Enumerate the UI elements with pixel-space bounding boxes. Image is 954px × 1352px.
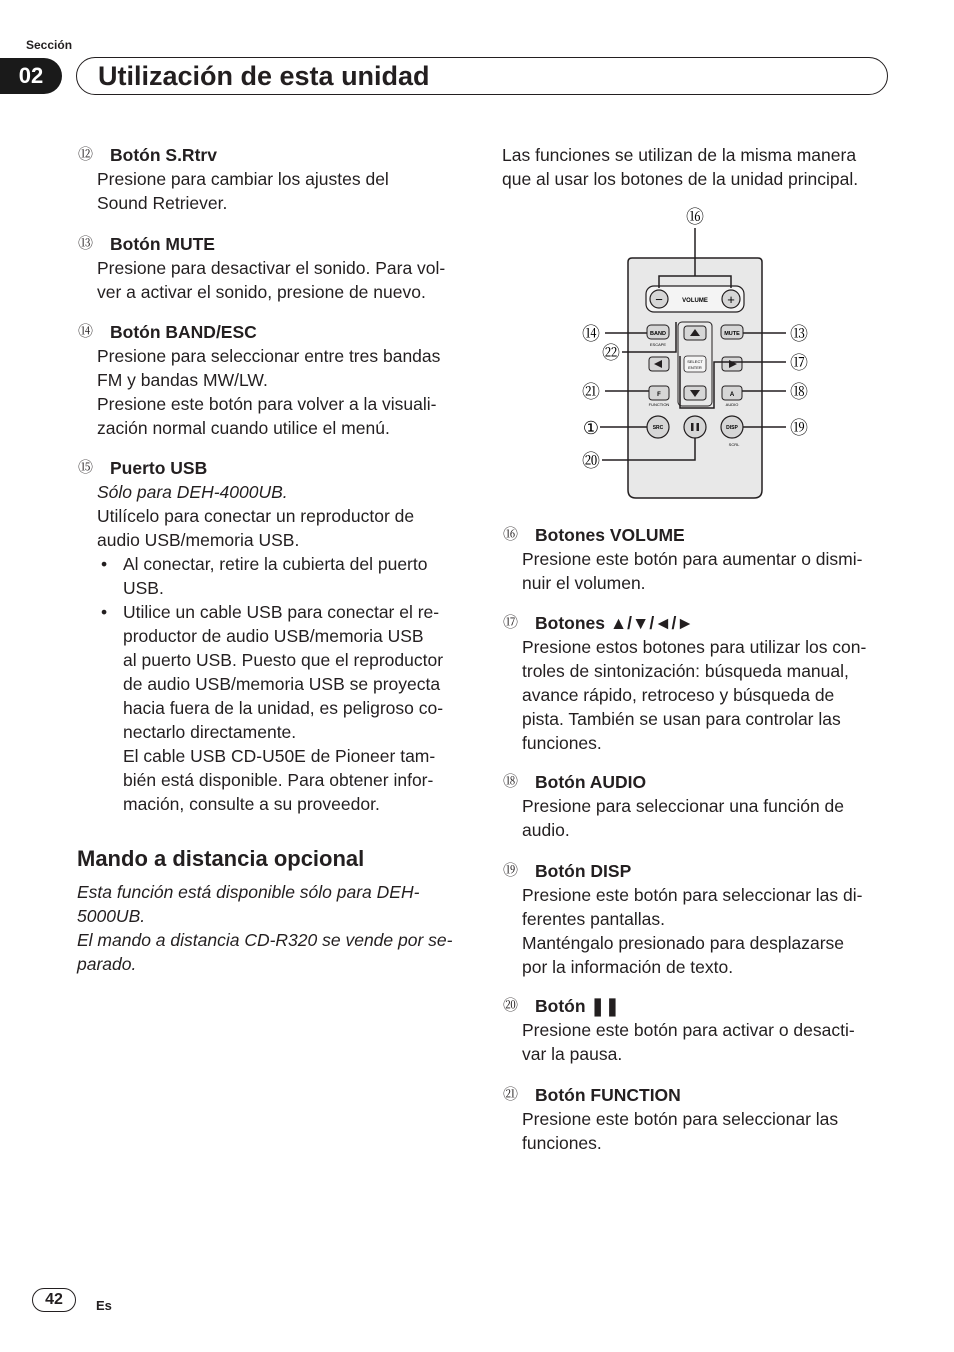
body-line: USB. [123,578,164,598]
item-number: ㉑ [503,1086,519,1103]
body-line: zación normal cuando utilice el menú. [97,418,390,438]
item-body [97,480,469,816]
item-body [522,883,894,979]
model-note: Sólo para DEH-4000UB. [97,482,288,502]
body-line: productor de audio USB/memoria USB [123,626,424,646]
callout-number: ㉒ [602,343,620,363]
src-label: SRC [652,425,664,431]
scrl-label: SCRL [728,442,740,447]
item-number: ⑯ [503,526,519,543]
body-line: Presione para seleccionar una función de [522,796,845,816]
body-line: avance rápido, retroceso y búsqueda de [522,685,835,705]
item-number: ⑬ [78,235,94,252]
body-line: El cable USB CD-U50E de Pioneer tam- [123,746,436,766]
item-body [522,1107,894,1155]
body-line: Sound Retriever. [97,193,228,213]
select-label: SELECT [687,359,703,364]
body-line: funciones. [522,1133,602,1153]
page-number: 42 [32,1288,76,1312]
body-line: Manténgalo presionado para desplazarse [522,933,845,953]
item-heading: Botón BAND/ESC [110,322,257,342]
item-heading: Botón MUTE [110,234,215,254]
item-heading: Puerto USB [110,458,208,478]
body-line: • Utilice un cable USB para conectar el re- [123,602,440,622]
note-line: 5000UB. [77,906,146,926]
item-heading: Botón FUNCTION [535,1085,681,1105]
intro-line: que al usar los botones de la unidad principal. [502,169,859,189]
item-body [97,256,469,304]
bullet-item [97,552,469,600]
body-line: pista. También se usan para controlar las [522,709,841,729]
body-line: por la información de texto. [522,957,734,977]
item-body [522,635,894,755]
item-number: ⑱ [503,773,519,790]
body-line: Presione para desactivar el sonido. Para vol- [97,258,446,278]
section-note [77,880,467,976]
callout-number: ⑯ [686,207,704,227]
note-line: El mando a distancia CD-R320 se vende por se- [77,930,453,950]
item-number: ⑲ [503,862,519,879]
body-line: al puerto USB. Puesto que el reproductor [123,650,444,670]
pause-icon [697,423,700,431]
body-line: bién está disponible. Para obtener infor- [123,770,434,790]
escape-label: ESCAPE [649,342,667,347]
f-label: F [657,392,661,398]
body-line: ver a activar el sonido, presione de nuevo. [97,282,426,302]
page-title: Utilización de esta unidad [98,61,430,91]
callout-number: ㉑ [582,382,600,402]
body-line: Presione para cambiar los ajustes del [97,169,389,189]
band-label: BAND [650,331,666,337]
intro-text [502,143,892,191]
item-number: ⑳ [503,997,519,1014]
body-line: audio USB/memoria USB. [97,530,300,550]
body-line: ferentes pantallas. [522,909,666,929]
plus-glyph: + [727,292,735,307]
body-line: var la pausa. [522,1044,623,1064]
callout-number: ⑬ [790,324,808,344]
a-label: A [729,392,735,398]
item-heading: Botón AUDIO [535,772,647,792]
body-line: FM y bandas MW/LW. [97,370,268,390]
callout-number: ⑱ [790,382,808,402]
callout-number: ⑲ [790,418,808,438]
body-line: Presione para seleccionar entre tres bandas [97,346,441,366]
body-line: mación, consulte a su proveedor. [123,794,380,814]
audio-label: AUDIO [725,402,739,407]
body-line: Presione este botón para seleccionar las di- [522,885,863,905]
body-line: nectarlo directamente. [123,722,297,742]
section-number-badge: 02 [0,58,62,94]
item-number: ⑮ [78,459,94,476]
disp-label: DISP [726,425,738,431]
intro-line: Las funciones se utilizan de la misma manera [502,145,857,165]
minus-glyph: − [655,292,663,307]
item-body [522,547,894,595]
section-heading: Mando a distancia opcional [77,846,365,871]
volume-label: VOLUME [682,298,708,304]
pause-button [684,416,706,438]
remote-control-diagram [570,200,820,510]
body-line: funciones. [522,733,602,753]
body-line: audio. [522,820,570,840]
body-line: troles de sintonización: búsqueda manual, [522,661,849,681]
body-line: Presione este botón para aumentar o dismi- [522,549,863,569]
item-body [97,344,469,440]
body-line: hacia fuera de la unidad, es peligroso co- [123,698,444,718]
item-body [522,794,894,842]
body-line: Presione este botón para seleccionar las [522,1109,839,1129]
mute-label: MUTE [724,331,740,337]
item-number: ⑭ [78,323,94,340]
body-line: Utilícelo para conectar un reproductor de [97,506,415,526]
item-number: ⑫ [78,146,94,163]
body-line: Presione este botón para activar o desacti- [522,1020,855,1040]
body-line: de audio USB/memoria USB se proyecta [123,674,441,694]
enter-label: ENTER [688,365,702,370]
item-heading: Botón ❚❚ [535,996,620,1016]
item-heading: Botones ▲/▼/◄/► [535,613,694,633]
note-line: Esta función está disponible sólo para DEH- [77,882,420,902]
body-line: nuir el volumen. [522,573,646,593]
callout-number: ① [582,418,600,438]
callout-number: ⑰ [790,353,808,373]
pause-icon [691,423,694,431]
item-body [97,167,469,215]
item-heading: Botón DISP [535,861,632,881]
callout-number: ⑳ [582,451,600,471]
function-label: FUNCTION [648,402,670,407]
callout-number: ⑭ [582,324,600,344]
body-line: Presione este botón para volver a la visuali- [97,394,437,414]
body-line: • Al conectar, retire la cubierta del puerto [123,554,428,574]
note-line: parado. [77,954,137,974]
section-label: Sección [26,38,73,52]
bullet-item [97,600,469,816]
item-heading: Botones VOLUME [535,525,685,545]
item-number: ⑰ [503,614,519,631]
item-heading: Botón S.Rtrv [110,145,217,165]
body-line: Presione estos botones para utilizar los con- [522,637,867,657]
item-body [522,1018,894,1066]
language-code: Es [96,1298,112,1313]
